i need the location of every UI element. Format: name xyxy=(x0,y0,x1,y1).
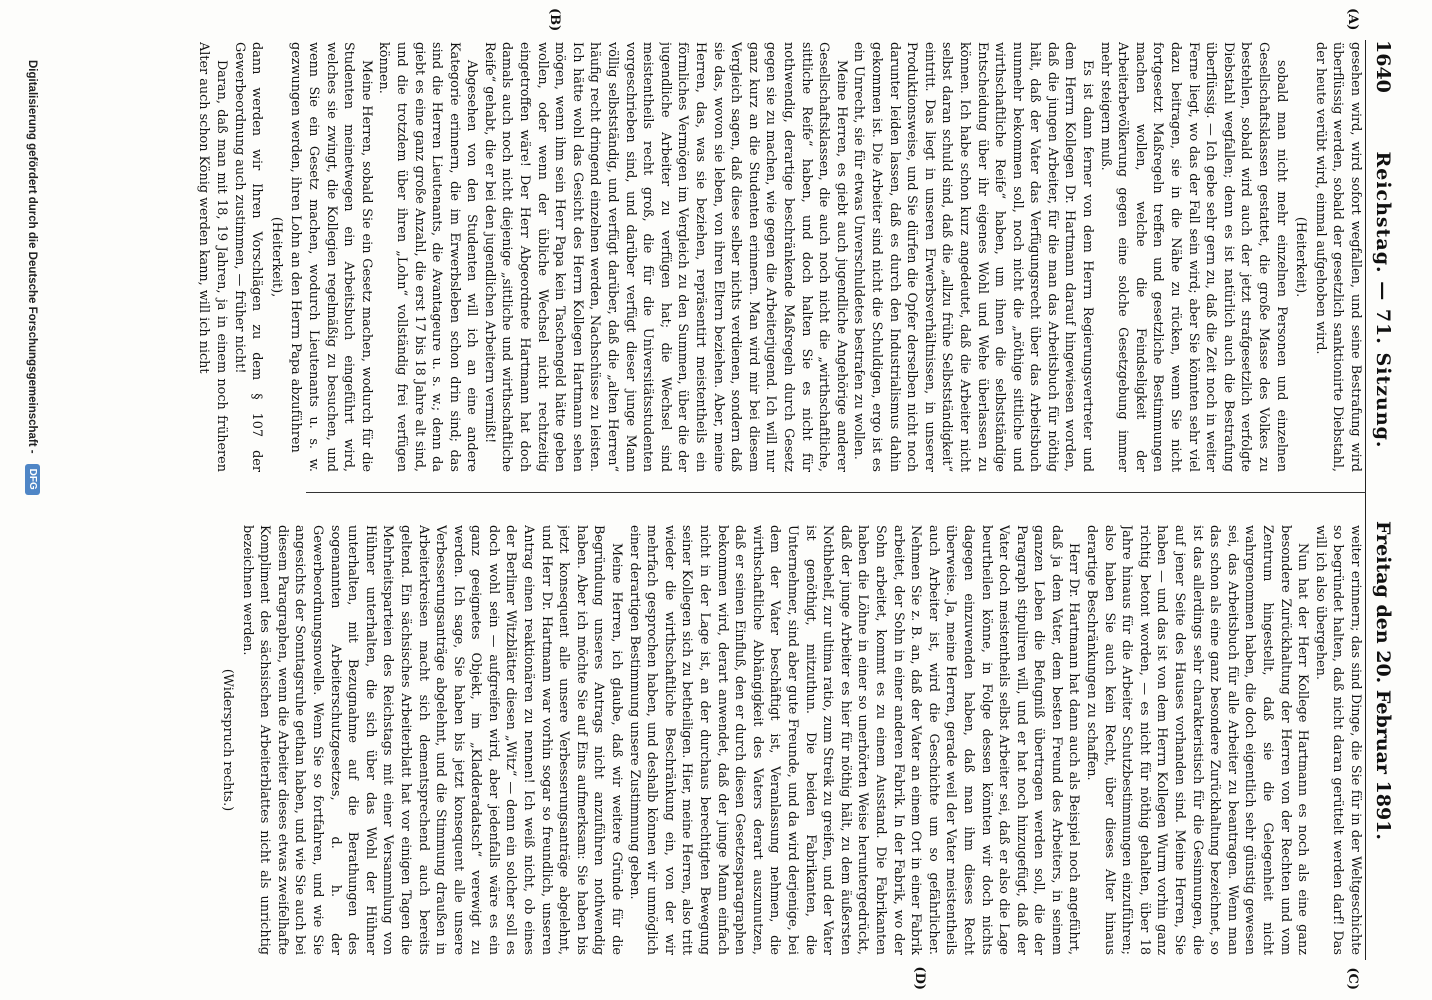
paragraph: gesehen wird, wird sofort wegfallen, und seine Bestrafung wird überflüssig werden, sobald der gesetzlich sanktionirte Diebstahl, der heute verübt wird, einmal aufgehoben wird. xyxy=(1312,42,1363,472)
interjection: (Heiterkeit), xyxy=(268,216,284,298)
left-text-column xyxy=(54,42,1364,472)
session-title: Reichstag. — 71. Sitzung. xyxy=(1372,151,1394,449)
paragraph: Abgesehen von den Studenten will ich an eine andere Kategorie erinnern, die im Erwerbsleben schon drin sind; das sind die Herren Lieutenants, die Avantageure u. s. w.; denn da giebt es eine ganz große Anzahl, die erst 17 bis 18 Jahre alt sind, und die trotzdem über ihren „Lohn“ vollständig frei verfügen können. xyxy=(376,42,480,472)
paragraph: Herr Dr. Hartmann hat dann auch als Beispiel noch angeführt, daß ja dem Vater, dem besten Freund des Arbeiters, in seinem ganzen Leben die Befugniß übertragen werden soll, die der Paragraph stipuliren will, und er hat noch hinzugefügt, daß der Vater doch meistentheils selbst Arbeiter sei, daß er also die Lage beurtheilen könne, in Folge dessen könnten wir doch nichts dagegen einzuwenden haben, daß man ihm dieses Recht überweise. Ja, meine Herren, gerade weil der Vater meistentheils auch Arbeiter ist, wird die Geschichte um so gefährlicher. Nehmen Sie z. B. an, daß der Vater an einem Ort in einer Fabrik arbeitet, der Sohn in einer anderen Fabrik. In der Fabrik, wo der Sohn arbeitet, kommt es zu einem Ausstand. Die Fabrikanten haben die Löhne in einer so unerhörten Weise heruntergedrückt, daß der junge Arbeiter es hier für nöthig hält, zu dem äußersten Nothbehelf, zur ultima ratio, zum Streik zu greifen, und der Vater ist genöthigt, mitzuthun. Die beiden Fabrikanten, die Unternehmer, sind aber gute Freunde, und da wird derjenige, bei dem der Vater beschäftigt ist, Veranlassung nehmen, die wirthschaftliche Abhängigkeit des Vaters derart auszunutzen, daß er seinen Einfluß, den er durch diesen Gesetzesparagraphen bekommen wird, derart anwendet, daß der junge Mann einfach nicht in der Lage ist, an der durchaus berechtigten Bewegung seiner Kollegen sich zu betheiligen. Hier, meine Herren, also tritt wieder die wirthschaftliche Beschränkung ein, von der wir mehrfach gesprochen haben, und deshalb können wir unmöglich einer derartigen Bestimmung unsere Zustimmung geben. xyxy=(626,525,1082,955)
margin-marker-b: (B) xyxy=(547,8,562,32)
paragraph: Meine Herren, ich glaube, daß wir weitere Gründe für die Begründung unseres Antrags nicht anzuführen nothwendig haben. Aber ich möchte Sie auf Eins aufmerksam: Sie haben bis jetzt konsequent alle unsere Verbesserungsanträge abgelehnt, und Herr Dr. Hartmann war vorhin sogar so freundlich, unseren Antrag einen reaktionären zu nennen! Ich weiß nicht, ob eines der Berliner Witzblätter diesen „Witz“ — denn ein solcher soll es doch wohl sein — aufgreifen wird, aber jedenfalls wäre es ein ganz geeignetes Objekt, im „Kladderadatsch“ verewigt zu werden. Ich sage, Sie haben bis jetzt konsequent alle unsere Verbesserungsanträge abgelehnt, und die Stimmung draußen in Arbeiterkreisen macht sich dementsprechend auch bereits geltend. Ein sächsisches Arbeiterblatt hat vor einigen Tagen die Mehrheitsparteien des Reichstags mit einer Versammlung von Hühner unterhalten, die sich über das Wohl der Hühner unterhalten, mit Bezugnahme auf die Berathungen des sogenannten Arbeiterschutzgesetzes, d. h. der Gewerbeordnungsnovelle. Wenn Sie so fortfahren, und wie Sie angesichts der Sonntagsruhe gethan haben, und wie Sie auch bei diesem Paragraphen, wenn die Arbeiter dieses etwas zweifelhafte Kompliment des sächsischen Arbeiterblattes nicht als unrichtig bezeichnen werden. xyxy=(239,525,625,955)
right-text-column xyxy=(54,525,1364,955)
session-date: Freitag den 20. Februar 1891. xyxy=(1372,520,1394,840)
margin-marker-c: (C) xyxy=(1345,967,1360,990)
interjection: (Widerspruch rechts.) xyxy=(220,668,235,812)
paragraph: Meine Herren, es giebt auch jugendliche Angehörige anderer Gesellschaftsklassen, die auch noch nicht die „wirthschaftliche, sittliche Reife“ haben, und doch halten Sie es nicht für nothwendig, derartige beschränkende Maßregeln durch Gesetz gegen sie zu machen, wie gegen die Arbeiterjugend. Ich will nur ganz kurz an die Studenten erinnern. Man wird mir bei diesem Vergleich sagen, daß diese selber nichts verdienen, sondern daß sie das, wovon sie leben, von ihren Eltern beziehen. Aber, meine Herren, das, was sie beziehen, repräsentirt meistentheils ein förmliches Vermögen im Vergleich zu den Summen, über die der jugendliche Arbeiter zu verfügen hat; die Wechsel sind meistentheils recht groß, die für die Universitätsstudenten vorgeschrieben sind, und darüber verfügt dieser junge Mann völlig selbstständig, und verfügt darüber, daß die „alten Herren“ häufig recht dringend einzelnen werden, Nachschüsse zu leisten. Ich hätte wohl das Gesicht des Herrn Kollegen Hartmann sehen mögen, wenn ihm sein Herr Papa kein Taschengeld hätte geben wollen, oder wenn der übliche Wechsel nicht rechtzeitig eingetroffen wäre! Der Herr Abgeordnete Hartmann hat doch damals auch noch nicht diejenige „sittliche und wirthschaftliche Reife“ gehabt, die er bei den jugendlichen Arbeitern vermißt! xyxy=(481,42,849,472)
interjection: (Heiterkeit). xyxy=(1293,216,1309,298)
page-number: 1640 xyxy=(1372,40,1394,93)
paragraph: Daran, daß man mit 18, 19 Jahren, ja in einem noch früheren Alter auch schon König werden kann, will ich nicht xyxy=(196,42,229,472)
paragraph: weiter erinnern; das sind Dinge, die Sie für in der Weltgeschichte so begründet halten, daß nicht daran gerüttelt werden darf! Das will ich also übergehen. xyxy=(1312,525,1363,955)
column-divider xyxy=(306,492,1366,493)
digitization-footer xyxy=(25,60,40,495)
paragraph: dann werden wir Ihren Vorschlägen zu dem § 107 der Gewerbeordnung auch zustimmen, — früher nicht! xyxy=(231,42,265,472)
paragraph: Es ist dann ferner von dem Herrn Regierungsvertreter und dem Herrn Kollegen Dr. Hartmann darauf hingewiesen worden, daß die jungen Arbeiter, für die man das Arbeitsbuch für nöthig hält, daß der Vater das Verfügungsrecht über das Arbeitsbuch nunmehr bekommen soll, noch nicht die „nöthige sittliche und wirthschaftliche Reife“ haben, um ihnen die selbstständige Entscheidung über ihr eigenes Wohl und Wehe überlassen zu können. Ich habe schon kurz angedeutet, daß die Arbeiter nicht selbst daran schuld sind, daß die „allzu frühe Selbstständigkeit“ eintritt. Das liegt in unseren Erwerbsverhältnissen, in unserer Produktionsweise, und Sie dürfen die Opfer derselben nicht noch darunter leiden lassen, daß es durch den Industrialismus dahin gekommen ist. Die Arbeiter sind nicht die Schuldigen, ergo ist es ein Unrecht, sie für etwas Unverschuldetes bestrafen zu wollen. xyxy=(851,42,1096,472)
footer-text: Digitalisierung gefördert durch die Deutsche Forschungsgemeinschaft - xyxy=(26,60,39,454)
margin-marker-d: (D) xyxy=(912,966,927,990)
paragraph: sobald man nicht mehr einzelnen Personen und einzelnen Gesellschaftsklassen gestattet, die große Masse des Volkes zu bestehlen, sobald wird auch der jetzt strafgesetzlich verfolgte Diebstahl wegfallen; denn es ist natürlich auch die Bestrafung überflüssig. — Ich gebe sehr gern zu, daß die Zeit noch in weiter Ferne liegt, wo das der Fall sein wird; aber Sie könnten sehr viel dazu beitragen, sie in die Nähe zu rücken, wenn Sie nicht fortgesetzt Maßregeln treffen und gesetzliche Bestimmungen machen wollen, welche die Feindseligkeit der Arbeiterbevölkerung gegen eine solche Gesetzgebung immer mehr steigern muß. xyxy=(1097,42,1289,472)
margin-marker-a: (A) xyxy=(1345,8,1360,31)
paragraph: Nun hat der Herr Kollege Hartmann es noch als eine ganz besondere Zurückhaltung der Herren von der Rechten und vom Zentrum hingestellt, daß sie die Gelegenheit nicht wahrgenommen haben, die doch eigentlich sehr günstig gewesen sei, das Arbeitsbuch für alle Arbeiter zu beantragen. Wenn man das schon als eine ganz besondere Zurückhaltung bezeichnet, so ist das allerdings sehr charakteristisch für die Gesinnungen, die auf jener Seite des Hauses vorhanden sind. Meine Herren, Sie haben — und das ist von dem Herrn Kollegen Wurm vorhin ganz richtig betont worden, — es nicht für nöthig gehalten, über 18 Jahre hinaus für die Arbeiter Schutzbestimmungen einzuführen; also haben Sie auch kein Recht, über dieses Alter hinaus derartige Beschränkungen zu schaffen. xyxy=(1084,525,1311,955)
dfg-logo: DFG xyxy=(25,464,40,495)
paragraph: Meine Herren, sobald Sie ein Gesetz machen, wodurch für die Studenten meinetwegen ein Arbeitsbuch eingeführt wird, welches sie zwingt, die Kollegien regelmäßig zu besuchen, und wenn Sie ein Gesetz machen, wodurch Lieutenants u. s. w. gezwungen werden, ihren Lohn an den Herrn Papa abzuführen xyxy=(288,42,374,472)
page-header xyxy=(1365,40,1412,960)
